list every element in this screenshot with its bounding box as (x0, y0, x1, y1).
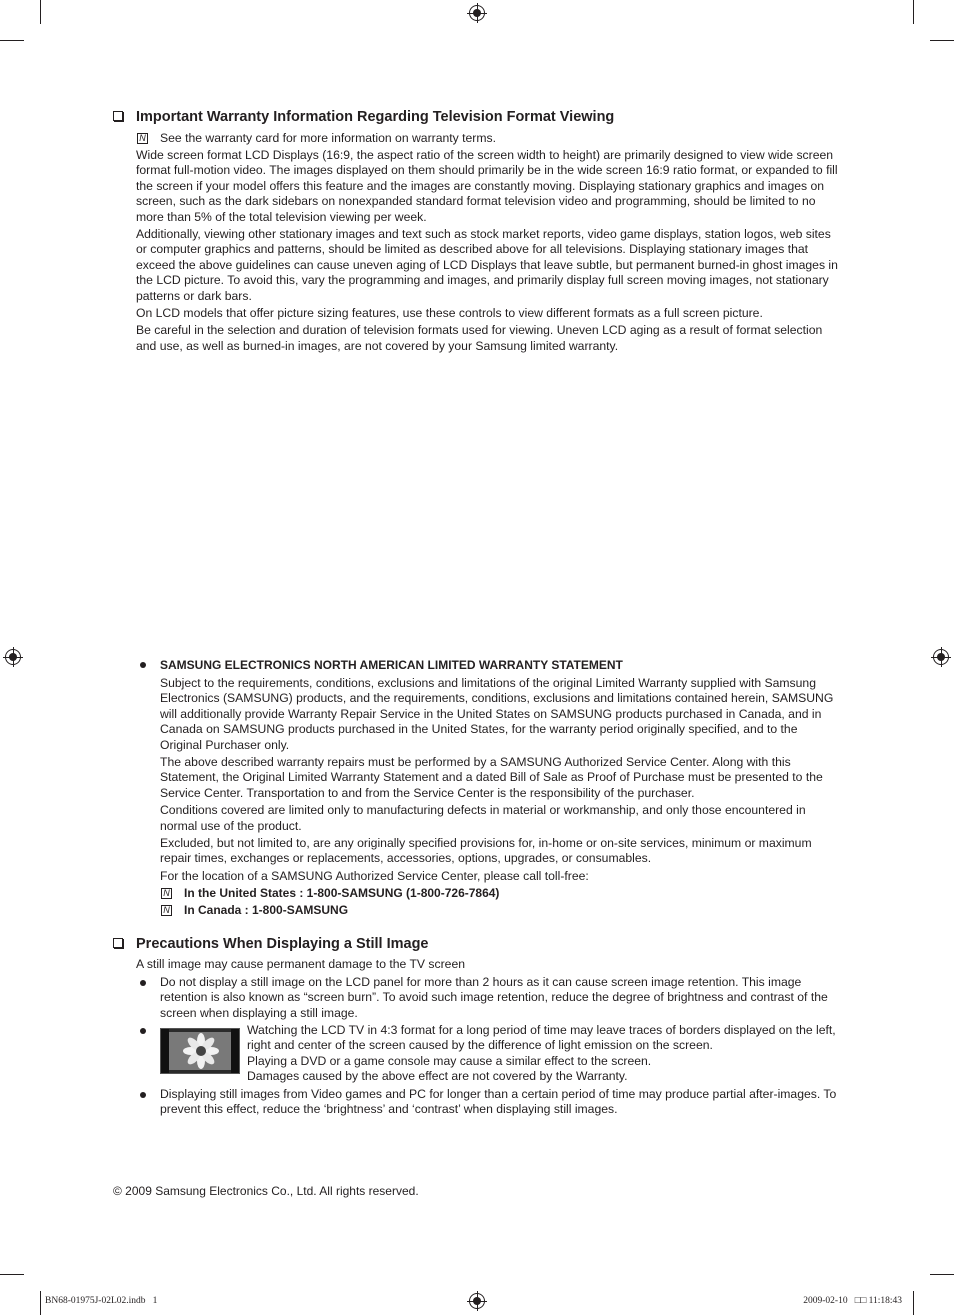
timestamp: 2009-02-10 □□ 11:18:43 (803, 1296, 902, 1306)
paragraph: Additionally, viewing other stationary images and text such as stock market reports, video game displays, station logos, web sites or computer graphics and patterns, should be limited as described above for all televisions. Displaying stationary images that exceed the above guidelines can cause uneven aging of LCD Displays that leave subtle, but permanent burned-in ghost images in the LCD picture. To avoid this, vary the programming and images, and primarily display full screen moving images, not stationary patterns or dark bars. (136, 227, 838, 303)
registration-mark-icon (469, 1293, 485, 1309)
section-title: Important Warranty Information Regarding Television Format Viewing (136, 109, 615, 125)
paragraph: Playing a DVD or a game console may cause a similar effect to the screen. (247, 1053, 652, 1068)
copyright: © 2009 Samsung Electronics Co., Ltd. All rights reserved. (113, 1184, 419, 1198)
paragraph: Wide screen format LCD Displays (16:9, the aspect ratio of the screen width to height) are primarily designed to view wide screen format full-motion video. The images displayed on them should primarily be in the wide screen 16:9 ratio format, or expanded to fill the screen if your model offers this feature and the images are constantly moving. Displaying stationary graphics and images on screen, such as the dark sidebars on nonexpanded standard format television video and programming, should be limited to no more than 5% of the total television viewing per week. (136, 148, 838, 224)
warranty-body (160, 676, 840, 884)
checkbox-bullet-icon (113, 111, 123, 121)
paragraph: On LCD models that offer picture sizing features, use these controls to view different formats as a full screen picture. (136, 306, 763, 321)
list-item: Displaying still images from Video games and PC for longer than a certain period of time may produce partial after-images. To prevent this effect, reduce the ‘brightness’ and ‘contrast’ when displaying still images. (160, 1087, 837, 1117)
warranty-title: SAMSUNG ELECTRONICS NORTH AMERICAN LIMITED WARRANTY STATEMENT (160, 658, 623, 672)
file-info: BN68-01975J-02L02.indb 1 (45, 1296, 158, 1306)
crop-mark (913, 0, 914, 24)
registration-mark-icon (469, 5, 485, 21)
contact-canada: In Canada : 1-800-SAMSUNG (184, 903, 349, 917)
paragraph: Damages caused by the above effect are not covered by the Warranty. (247, 1069, 628, 1084)
paragraph: Conditions covered are limited only to manufacturing defects in material or workmanship, and only those encountered in normal use of the product. (160, 803, 806, 833)
list-item: Do not display a still image on the LCD panel for more than 2 hours as it can cause screen image retention. This image retention is also known as “screen burn”. To avoid such image retention, reduce the degree of brightness and contrast of the screen when displaying a still image. (160, 975, 828, 1020)
paragraph: The above described warranty repairs must be performed by a SAMSUNG Authorized Service Center. Along with this Statement, the Original Limited Warranty Statement and a dated Bill of Sale as Proof of Purchase must be presented to the Service Center. Transportation to and from the Service Center is the responsibility of the purchaser. (160, 755, 823, 800)
paragraph: Be careful in the selection and duration of television formats used for viewing. Uneven LCD aging as a result of format selection and use, as well as burned-in images, are not covered by your Samsung limited warranty. (136, 323, 823, 353)
section-intro: A still image may cause permanent damage to the TV screen (136, 957, 466, 971)
crop-mark (930, 40, 954, 41)
bullet-icon (140, 662, 146, 668)
contact-us: In the United States : 1-800-SAMSUNG (1-800-726-7864) (184, 886, 500, 900)
note-icon: N (161, 905, 172, 916)
registration-mark-icon (5, 649, 21, 665)
bullet-icon (140, 1028, 146, 1034)
paragraph: Watching the LCD TV in 4:3 format for a long period of time may leave traces of borders displayed on the left, right and center of the screen caused by the difference of light emission on the screen. (247, 1023, 836, 1053)
note-text: See the warranty card for more information on warranty terms. (160, 131, 496, 145)
bullet-icon (140, 1092, 146, 1098)
crop-mark (0, 40, 24, 41)
note-icon: N (161, 888, 172, 899)
checkbox-bullet-icon (113, 938, 123, 948)
section-body (136, 148, 841, 354)
registration-mark-icon (933, 649, 949, 665)
list-item (247, 1023, 842, 1085)
bullet-icon (140, 980, 146, 986)
paragraph: Excluded, but not limited to, are any originally specified provisions for, in-home or on-site services, minimum or maximum repair times, exchanges or replacements, accessories, options, upgrades, or consumables. (160, 836, 812, 866)
crop-mark (930, 1274, 954, 1275)
crop-mark (40, 0, 41, 24)
crop-mark (40, 1291, 41, 1315)
crop-mark (913, 1291, 914, 1315)
note-icon: N (137, 133, 148, 144)
paragraph: Subject to the requirements, conditions, exclusions and limitations of the original Limited Warranty supplied with Samsung Electronics (SAMSUNG) products, and the requirements, conditions, exclusions and limitations contained herein, SAMSUNG will additionally provide Warranty Repair Service in the United States on SAMSUNG products purchased in Canada, and in Canada on SAMSUNG products purchased in the United States, for the warranty period originally specified, and to the Original Purchaser only. (160, 676, 834, 752)
paragraph: For the location of a SAMSUNG Authorized Service Center, please call toll-free: (160, 868, 589, 883)
crop-mark (0, 1274, 24, 1275)
section-title: Precautions When Displaying a Still Image (136, 936, 429, 952)
flower-picture-icon (161, 1029, 239, 1073)
tv-still-image-illustration (160, 1028, 240, 1074)
